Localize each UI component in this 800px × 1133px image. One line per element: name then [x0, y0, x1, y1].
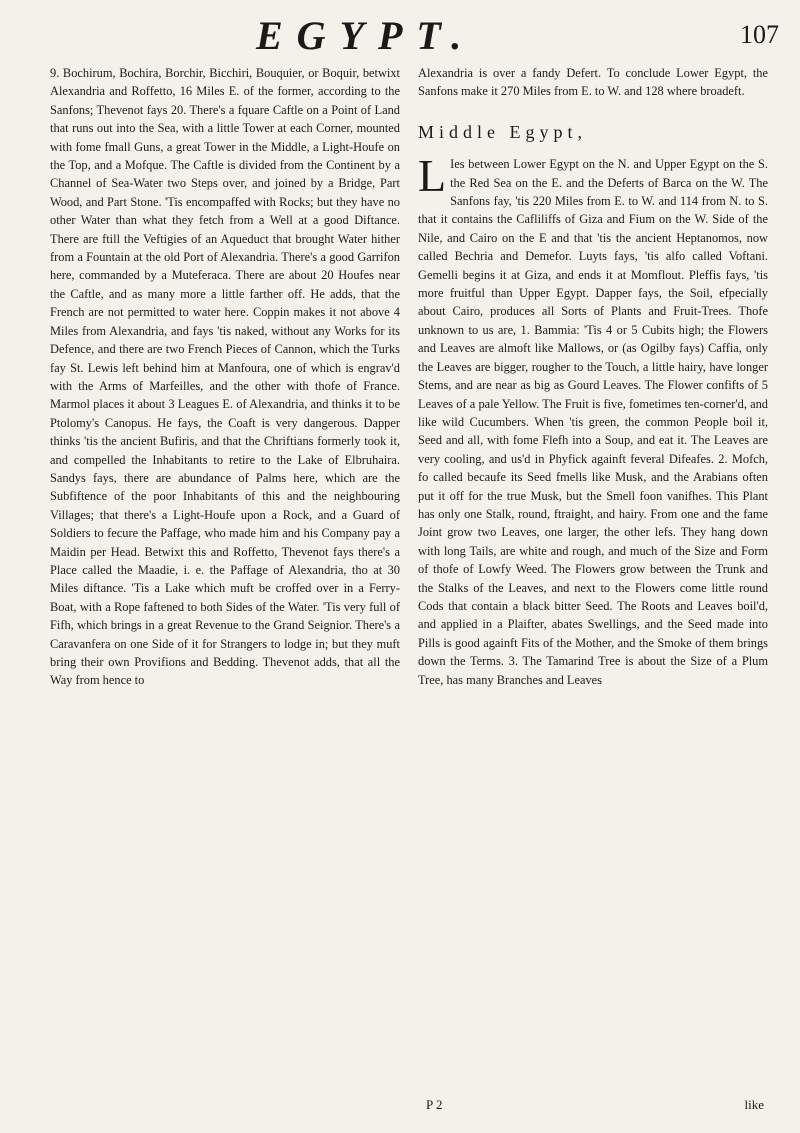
running-header	[0, 6, 800, 60]
signature-mark: P 2	[426, 1097, 443, 1112]
section-heading-middle-egypt: Middle Egypt,	[418, 121, 587, 142]
page-number: 107	[740, 20, 779, 49]
right-column-intro: Alexandria is over a fandy Defert. To conclude Lower Egypt, the Sanfons make it 270 Miles from E. to W. and 128 where broadeft.	[418, 66, 768, 99]
page-footer	[418, 1097, 768, 1119]
left-column-paragraph: 9. Bochirum, Bochira, Borchir, Bicchiri, Bouquier, or Boquir, betwixt Alexandria and Roffetto, 16 Miles E. of the former, according to the Sanfons; Thevenot fays 20. There's a fquare Caftle on a Point of Land that runs out into the Sea, with a little Tower at each Corner, mounted with fome fmall Guns, a great Tower in the Middle, a Light-Houfe on the Top, and a Mofque. The Caftle is divided from the Continent by a Channel of Sea-Water two Steps over, and joined by a Bridge, Part Wood, and Part Stone. 'Tis encompaffed with Rocks; but they have no other Water than what they fetch from a Well at a good Diftance. There are ftill the Veftigies of an Aqueduct that brought Water hither from a Fountain at the old Port of Alexandria. There's a good Garrifon here, commanded by a Muteferaca. There are about 20 Houfes near the Caftle, and as many more a little farther off. He adds, that the French are not permitted to water here. Coppin makes it not above 4 Miles from Alexandria, and fays 'tis naked, without any Works for its Defence, and there are two French Pieces of Cannon, which the Turks fay St. Lewis left behind him at Manfoura, one of which is engrav'd with the Arms of Marfeilles, and the other with thofe of France. Marmol places it about 3 Leagues E. of Alexandria, and thinks it to be Ptolomy's Canopus. He fays, the Coaft is very dangerous. Dapper thinks 'tis the ancient Bufiris, and that the Chriftians formerly took it, and compelled the Inhabitants to retire to the Lake of Elbruhaira. Sandys fays, there are abundance of Palms here, which are the Subfiftence of the poor Inhabitants of this and the neighbouring Villages; that there's a Light-Houfe upon a Rock, and a Guard of Soldiers to fecure the Paffage, who made him and his Company pay a Maidin per Head. Betwixt this and Roffetto, Thevenot fays there's a Place called the Maadie, i. e. the Paffage of Alexandria, tho at 30 Miles diftance. 'Tis a Lake which muft be croffed over in a Ferry-Boat, with a Rope faftened to both Sides of the Water. 'Tis very full of Fifh, which brings in a great Revenue to the Grand Seignior. There's a Caravanfera on one Side of it for Strangers to lodge in; but they muft bring their own Provifions and Bedding. Thevenot adds, that all the Way from hence to	[50, 66, 400, 688]
right-column-body-text: Ies between Lower Egypt on the N. and Upper Egypt on the S. the Red Sea on the E. and the Deferts of Barca on the W. The Sanfons fay, 'tis 220 Miles from E. to W. and 114 from N. to S. that it contains the Cafliliffs of Giza and Fium on the W. Side of the Nile, and Cairo on the E and that 'tis the ancient Heptanomos, now called Bechria and Demefor. Luyts fays, 'tis alfo called Voftani. Gemelli begins it at Giza, and ends it at Momflout. Pleffis fays, 'tis more fruitful than Upper Egypt. Dapper fays, the Soil, efpecially about Cairo, produces all Sorts of Plants and Fruit-Trees. Thofe unknown to us are, 1. Bammia: 'Tis 4 or 5 Cubits high; the Flowers and Leaves are almoft like Mallows, or (as Ogilby fays) Caffia, only the Leaves are bigger, rougher to the Touch, a little hairy, have longer Stems, and are near as big as Gourd Leaves. The Flower confifts of 5 Leaves of a pale Yellow. The Fruit is five, fometimes ten-corner'd, and like wild Cucumbers. When 'tis green, the common People boil it, Seed and all, with fome Flefh into a Soup, and eat it. The Leaves are very cooling, and us'd in Phyfick againft feveral Difeafes. 2. Mofch, fo called becaufe its Seed fmells like Musk, and the Arabians often put it off for the true Musk, but the Smell foon vanifhes. This Plant has only one Stalk, round, ftraight, and hairy. From one and the fame Joint grow two Leaves, one larger, the other lefs. They hang down with long Tails, are white and rough, and much of the Size and Form of thofe of Lowfy Weed. The Flowers grow between the Trunk and the Stalks of the Leaves, and next to the Flowers come little round Cods that contain a black bitter Seed. The Roots and Leaves boil'd, and applied in a Plaifter, abates Swellings, and the Seed made into Pills is good againft Fits of the Mother, and the Smoke of them brings down the Terms. 3. The Tamarind Tree is about the Size of a Plum Tree, has many Branches and Leaves	[418, 157, 768, 687]
drop-cap: L	[418, 150, 447, 202]
catchword: like	[744, 1097, 764, 1112]
right-column-paragraph	[418, 150, 768, 689]
running-title: EGYPT.	[256, 13, 476, 58]
right-column	[418, 64, 768, 1114]
left-column	[50, 64, 400, 1114]
